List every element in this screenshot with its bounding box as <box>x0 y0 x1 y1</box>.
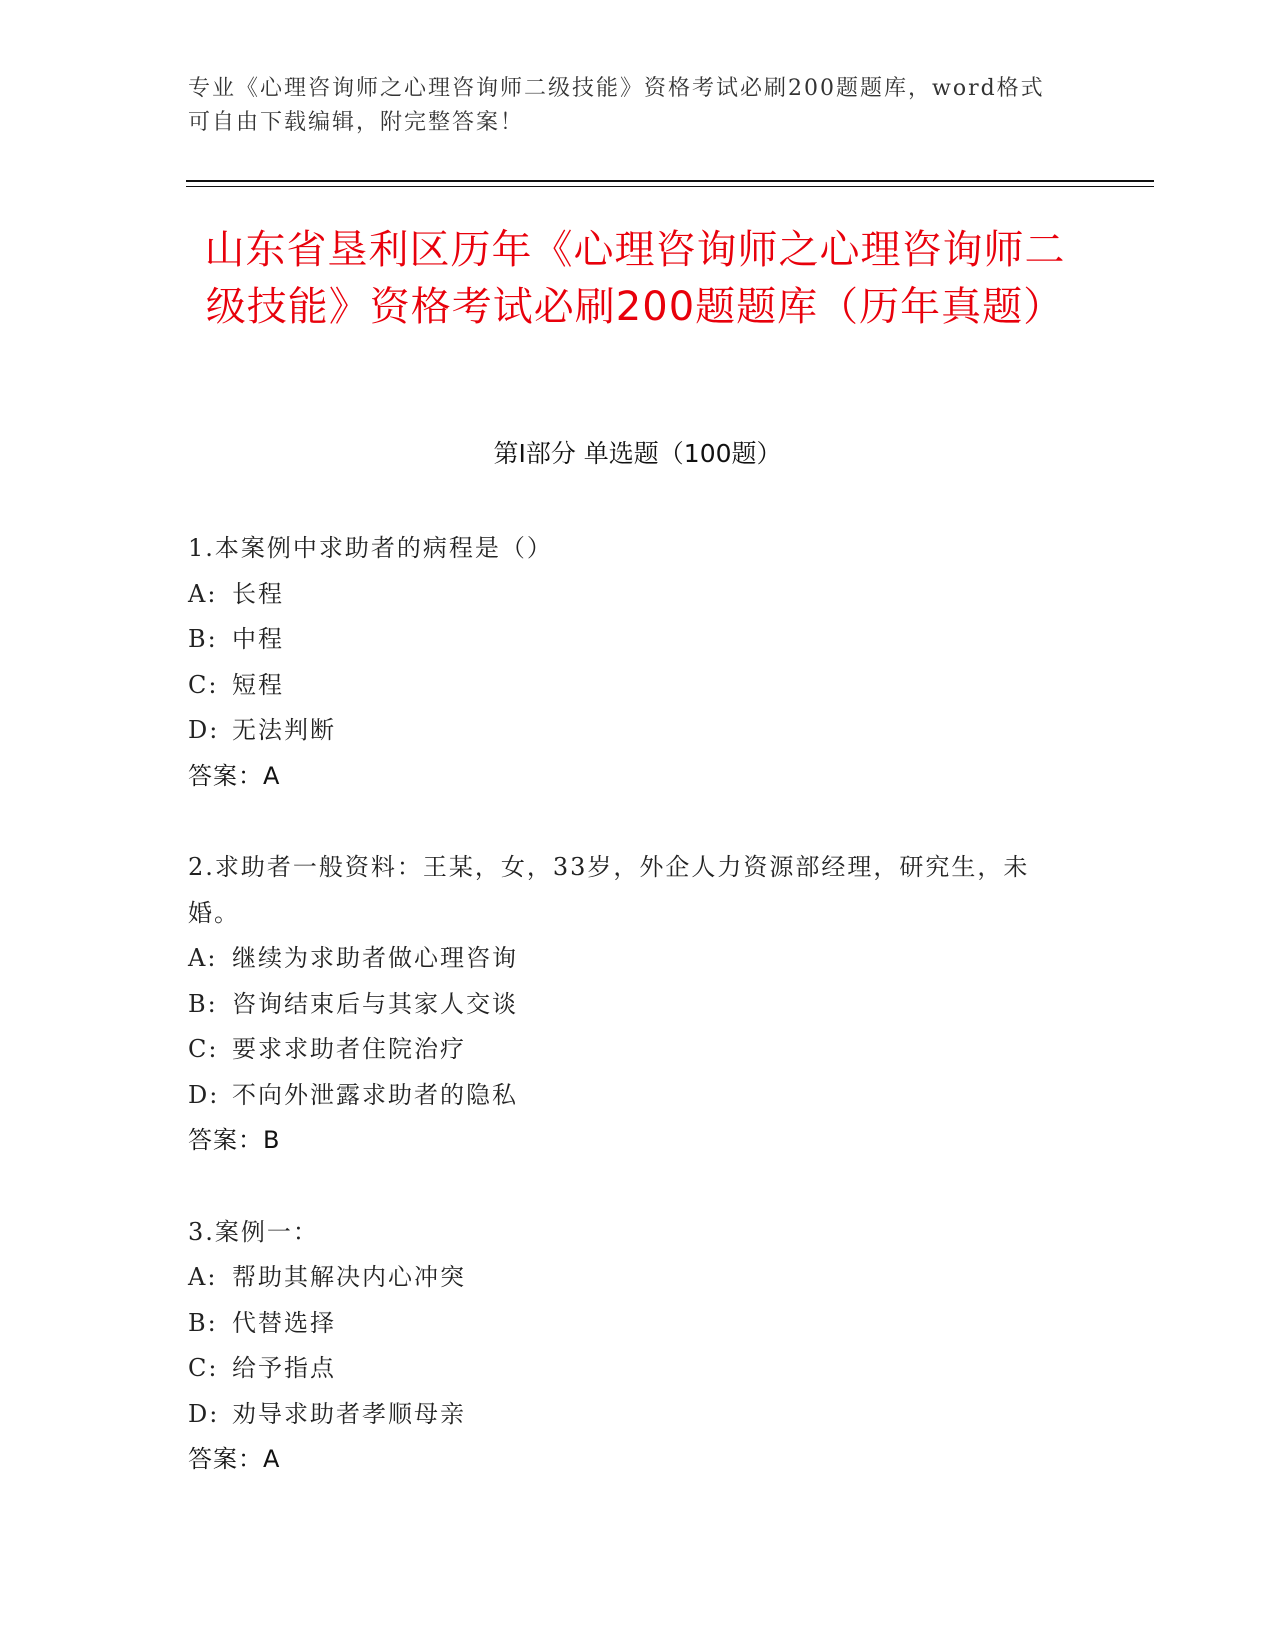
option-key: D: <box>188 1399 220 1428</box>
document-title: 山东省垦利区历年《心理咨询师之心理咨询师二级技能》资格考试必刷200题题库（历年真题） <box>204 227 1066 330</box>
option-key: B: <box>188 989 218 1018</box>
option-text: 给予指点 <box>232 1354 336 1382</box>
option-key: C: <box>188 1035 219 1063</box>
option-c <box>188 663 1068 709</box>
answer-line: 答案：A <box>188 1445 281 1473</box>
option-text: 无法判断 <box>232 716 336 744</box>
answer-line: 答案：A <box>188 761 281 790</box>
question-stem: 3.案例一： <box>188 1217 319 1246</box>
option-key: A: <box>188 579 218 608</box>
option-text: 帮助其解决内心冲突 <box>232 1263 466 1291</box>
option-key: C: <box>188 1354 219 1382</box>
option-b <box>188 1301 1068 1347</box>
option-text: 中程 <box>232 625 284 653</box>
option-key: D: <box>188 716 220 744</box>
option-d <box>188 708 1068 754</box>
option-text: 长程 <box>232 579 284 608</box>
option-key: B: <box>188 625 218 653</box>
question-stem: 2.求助者一般资料：王某，女，33岁，外企人力资源部经理，研究生，未婚。 <box>188 853 1030 927</box>
option-d <box>188 1392 1068 1438</box>
option-a <box>188 572 1068 618</box>
option-b <box>188 982 1068 1028</box>
option-key: B: <box>188 1308 218 1337</box>
option-text: 不向外泄露求助者的隐私 <box>232 1080 518 1109</box>
option-text: 代替选择 <box>232 1308 336 1337</box>
option-d <box>188 1073 1068 1119</box>
question-list <box>188 526 1068 1529</box>
option-text: 短程 <box>232 670 284 699</box>
option-c <box>188 1027 1068 1073</box>
option-key: C: <box>188 670 219 699</box>
question-3 <box>188 1210 1068 1483</box>
header-divider-thin <box>186 186 1154 187</box>
option-b <box>188 617 1068 663</box>
option-text: 劝导求助者孝顺母亲 <box>232 1399 466 1428</box>
option-a <box>188 936 1068 982</box>
option-key: A: <box>188 944 218 972</box>
option-a <box>188 1255 1068 1301</box>
option-c <box>188 1346 1068 1392</box>
question-1 <box>188 526 1068 799</box>
option-text: 咨询结束后与其家人交谈 <box>232 989 518 1018</box>
answer-line: 答案：B <box>188 1126 281 1154</box>
option-key: A: <box>188 1263 218 1291</box>
header-note: 专业《心理咨询师之心理咨询师二级技能》资格考试必刷200题题库，word格式可自由下载编辑，附完整答案！ <box>188 76 1045 135</box>
header-divider <box>186 180 1154 182</box>
option-text: 要求求助者住院治疗 <box>232 1035 466 1063</box>
question-2 <box>188 845 1068 1164</box>
option-text: 继续为求助者做心理咨询 <box>232 944 518 972</box>
question-stem: 1.本案例中求助者的病程是（） <box>188 534 553 562</box>
section-title: 第Ⅰ部分 单选题（100题） <box>493 439 782 468</box>
option-key: D: <box>188 1080 220 1109</box>
